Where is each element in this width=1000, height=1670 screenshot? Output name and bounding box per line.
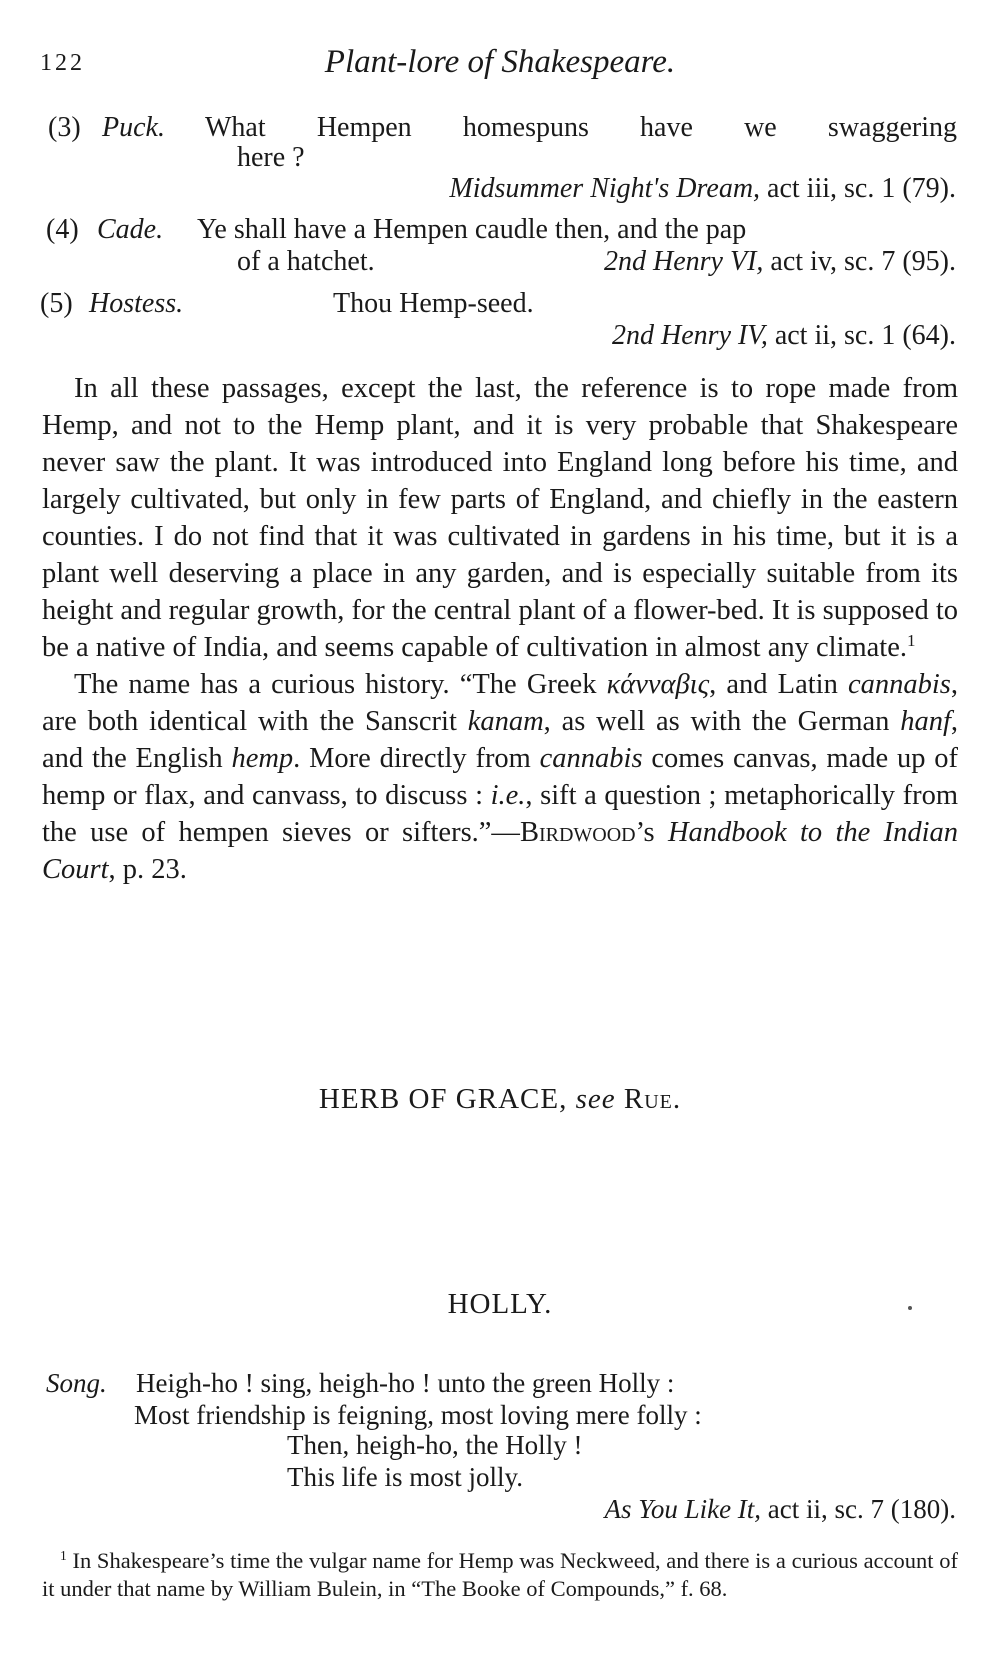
body-text (42, 370, 958, 888)
text-run: , and the English (42, 706, 959, 774)
page-number: 122 (40, 50, 85, 76)
footnote-reference: 1 (907, 630, 916, 650)
song-line: Most friendship is feigning, most loving mere folly : (134, 1400, 702, 1430)
quote-line: Thou Hemp-seed. (333, 288, 534, 319)
source-ref: act ii, sc. 7 (180). (767, 1494, 956, 1524)
german-word: hanf (900, 706, 951, 737)
source-title: As You Like It, (604, 1494, 762, 1524)
page-header (40, 44, 960, 84)
section-heading-holly: HOLLY. (447, 1288, 553, 1320)
text-run: . More directly from (293, 743, 540, 774)
latin-word: cannabis (539, 743, 643, 774)
song-line: This life is most jolly. (287, 1462, 523, 1492)
greek-word: κάνναβις (606, 669, 710, 700)
text-run: comes canvas, made up of hemp or flax, and canvass, to discuss : (42, 743, 958, 811)
text-run: , sift a question ; metaphorically from the use of hempen sieves or sifters.”— (42, 780, 958, 848)
abbreviation: i.e. (490, 780, 526, 811)
song-line: Heigh-ho ! sing, heigh-ho ! unto the green Holly : (136, 1368, 675, 1398)
english-word: hemp (231, 743, 294, 774)
quote-source (612, 320, 956, 352)
quote-number: (3) (48, 112, 81, 143)
book-title: Handbook to the Indian Court (42, 817, 958, 885)
source-title: 2nd Henry IV, (612, 320, 768, 351)
song-label: Song. (46, 1368, 107, 1398)
text-run: , are both identical with the Sanscrit (42, 669, 958, 737)
paragraph (42, 666, 958, 888)
quote-line: of a hatchet. (237, 246, 375, 277)
ink-speck (908, 1306, 912, 1310)
quote-line: Ye shall have a Hempen caudle then, and the pap (197, 214, 747, 245)
latin-word: cannabis (847, 669, 951, 700)
quote-line: here ? (237, 142, 305, 173)
footnote (42, 1547, 958, 1603)
footnote-text: In Shakespeare’s time the vulgar name for Hemp was Neckweed, and there is a curious account of it under that name by William Bulein, in “The Booke of Compounds,” f. 68. (42, 1548, 958, 1601)
source-ref: act iii, sc. 1 (79). (767, 173, 956, 204)
source-ref: act iv, sc. 7 (95). (770, 246, 956, 277)
text-run: , as well as with the German (543, 706, 901, 737)
heading-cross-reference: Rue. (623, 1083, 682, 1115)
footnote-mark: 1 (60, 1547, 67, 1563)
heading-text: HERB OF GRACE, (318, 1083, 568, 1115)
quote-line: What Hempen homespuns have we swaggering (205, 112, 957, 143)
text-run: The name has a curious history. “The Greek (74, 669, 607, 700)
source-ref: act ii, sc. 1 (64). (774, 320, 956, 351)
quote-source (449, 173, 956, 205)
source-title: 2nd Henry VI, (604, 246, 764, 277)
text-run: , p. 23. (108, 854, 187, 885)
quote-speaker: Hostess. (89, 288, 184, 319)
running-title: Plant-lore of Shakespeare. (324, 44, 676, 80)
quote-number: (4) (46, 214, 79, 245)
song-line: Then, heigh-ho, the Holly ! (287, 1430, 583, 1460)
text-run: , and Latin (709, 669, 848, 700)
source-title: Midsummer Night's Dream, (449, 173, 761, 204)
section-heading-herb-of-grace (0, 1083, 1000, 1116)
author-name: Birdwood (519, 817, 636, 848)
quote-source (604, 246, 956, 278)
paragraph (42, 370, 958, 666)
footnote-paragraph (42, 1547, 958, 1603)
paragraph-text: In all these passages, except the last, the reference is to rope made from Hemp, and not to the Hemp plant, and it is very probable that Shakespeare never saw the plant. It was introduced into England long before his time, and largely cultivated, but only in few parts of England, and chiefly in the eastern counties. I do not find that it was cultivated in gardens in his time, but it is a plant well deserving a place in any garden, and is especially suitable from its height and regular growth, for the central plant of a flower-bed. It is supposed to be a native of India, and seems capable of cultivation in almost any climate. (42, 373, 958, 663)
song-source (605, 1494, 956, 1525)
quote-speaker: Cade. (97, 214, 164, 245)
heading-see: see (575, 1083, 616, 1115)
quote-speaker: Puck. (102, 112, 165, 143)
text-run: ’s (635, 817, 668, 848)
sanscrit-word: kanam (467, 706, 544, 737)
quote-number: (5) (40, 288, 73, 319)
